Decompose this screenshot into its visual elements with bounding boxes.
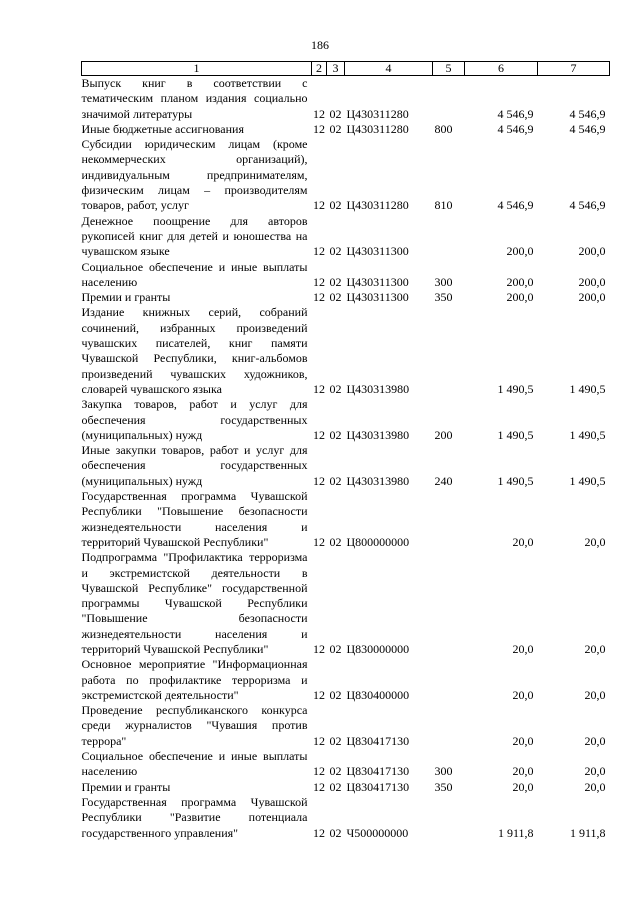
section-code: 12 (313, 733, 325, 748)
row-name: Основное мероприятие "Информационная работа по профилактике терроризма и экстремистской деятельности" (81, 657, 308, 702)
page-number: 186 (311, 38, 329, 52)
target-article-code: Ц430313980 (346, 381, 410, 396)
row-name: Закупка товаров, работ и услуг для обеспечения государственных (муниципальных) нужд (81, 397, 308, 442)
amount-col-7: 4 546,9 (569, 121, 606, 136)
table-row (82, 657, 610, 703)
subsection-code: 02 (329, 198, 342, 213)
section-code: 12 (313, 473, 325, 488)
amount-col-7: 1 490,5 (569, 473, 606, 488)
table-row (82, 260, 610, 291)
section-code: 12 (313, 764, 325, 779)
budget-table (81, 61, 610, 841)
amount-col-7: 200,0 (578, 290, 606, 305)
table-row (82, 443, 610, 489)
row-name: Премии и гранты (81, 779, 171, 794)
amount-col-7: 20,0 (584, 534, 606, 549)
subsection-code: 02 (329, 779, 342, 794)
header-row (82, 62, 610, 76)
expense-type-code (433, 76, 465, 122)
section-code: 12 (313, 244, 325, 259)
section-code: 12 (313, 534, 325, 549)
header-col-expense-type: 5 (433, 62, 465, 76)
target-article-code: Ч500000000 (346, 825, 409, 840)
amount-col-6: 4 546,9 (497, 198, 534, 213)
section-code: 12 (313, 198, 325, 213)
subsection-code: 02 (329, 427, 342, 442)
amount-col-6: 20,0 (512, 687, 534, 702)
amount-col-6: 200,0 (506, 244, 534, 259)
row-name: Выпуск книг в соответствии с тематическим планом издания социально значимой литературы (81, 76, 308, 121)
table-row (82, 76, 610, 122)
row-name: Проведение республиканского конкурса среди журналистов "Чувашия против террора" (81, 703, 308, 748)
table-row (82, 489, 610, 550)
amount-col-6: 20,0 (512, 534, 534, 549)
target-article-code: Ц830400000 (346, 687, 410, 702)
expense-type-code: 300 (434, 764, 453, 779)
amount-col-7: 20,0 (584, 764, 606, 779)
amount-col-6: 200,0 (506, 274, 534, 289)
subsection-code: 02 (329, 534, 342, 549)
section-code: 12 (313, 106, 325, 121)
subsection-code: 02 (329, 641, 342, 656)
target-article-code: Ц830417130 (346, 764, 410, 779)
target-article-code: Ц430311300 (346, 290, 409, 305)
target-article-code: Ц830417130 (346, 779, 410, 794)
section-code: 12 (313, 641, 325, 656)
table-row (82, 795, 610, 841)
table-row (82, 749, 610, 780)
row-name: Иные закупки товаров, работ и услуг для обеспечения государственных (муниципальных) нужд (81, 443, 308, 488)
row-name: Подпрограмма "Профилактика терроризма и экстремистской деятельности в Чувашской Республике" государственной программы Чувашской Республики "Повышение безопасности жизнедеятельности населения и территорий Чувашской Республики" (81, 550, 308, 656)
table-row (82, 137, 610, 213)
section-code: 12 (313, 274, 325, 289)
subsection-code: 02 (329, 687, 342, 702)
amount-col-6: 20,0 (512, 779, 534, 794)
amount-col-7: 1 490,5 (569, 381, 606, 396)
subsection-code: 02 (329, 244, 342, 259)
row-name: Иные бюджетные ассигнования (81, 121, 244, 136)
target-article-code: Ц430311300 (346, 274, 409, 289)
amount-col-7: 1 490,5 (569, 427, 606, 442)
expense-type-code (433, 550, 465, 657)
amount-col-7: 20,0 (584, 687, 606, 702)
subsection-code: 02 (329, 121, 342, 136)
target-article-code: Ц430311280 (346, 198, 409, 213)
amount-col-7: 200,0 (578, 244, 606, 259)
expense-type-code (433, 214, 465, 260)
amount-col-6: 4 546,9 (497, 106, 534, 121)
header-col-target-code: 4 (345, 62, 433, 76)
amount-col-7: 200,0 (578, 274, 606, 289)
section-code: 12 (313, 427, 325, 442)
expense-type-code: 350 (434, 290, 453, 305)
amount-col-7: 4 546,9 (569, 198, 606, 213)
row-name: Издание книжных серий, собраний сочинений, избранных произведений чувашских писателей, книг памяти Чувашской Республики, книг-альбомов произведений чувашских художников, словарей чувашского языка (81, 305, 308, 396)
expense-type-code: 350 (434, 779, 453, 794)
target-article-code: Ц430313980 (346, 427, 410, 442)
table-row (82, 780, 610, 795)
target-article-code: Ц830417130 (346, 733, 410, 748)
target-article-code: Ц800000000 (346, 534, 410, 549)
expense-type-code (433, 657, 465, 703)
table-row (82, 214, 610, 260)
row-name: Государственная программа Чувашской Республики "Развитие потенциала государственного управления" (81, 794, 308, 840)
expense-type-code: 200 (434, 427, 453, 442)
amount-col-7: 20,0 (584, 779, 606, 794)
target-article-code: Ц430311300 (346, 244, 409, 259)
section-code: 12 (313, 687, 325, 702)
subsection-code: 02 (329, 290, 342, 305)
row-name: Премии и гранты (81, 290, 171, 305)
amount-col-6: 1 911,8 (497, 825, 534, 840)
subsection-code: 02 (329, 106, 342, 121)
row-name: Государственная программа Чувашской Республики "Повышение безопасности жизнедеятельности населения и территорий Чувашской Республики" (81, 489, 308, 549)
section-code: 12 (313, 779, 325, 794)
amount-col-7: 4 546,9 (569, 106, 606, 121)
row-name: Субсидии юридическим лицам (кроме некоммерческих организаций), индивидуальным предпринимателям, физическим лицам – производителям товаров, работ, услуг (81, 137, 308, 213)
amount-col-6: 20,0 (512, 764, 534, 779)
header-col-amount-1: 6 (465, 62, 538, 76)
amount-col-6: 200,0 (506, 290, 534, 305)
subsection-code: 02 (329, 764, 342, 779)
table-row (82, 122, 610, 137)
amount-col-6: 1 490,5 (497, 473, 534, 488)
table-row (82, 550, 610, 657)
header-col-amount-2: 7 (538, 62, 610, 76)
amount-col-7: 20,0 (584, 733, 606, 748)
expense-type-code: 800 (434, 121, 453, 136)
table-row (82, 397, 610, 443)
subsection-code: 02 (329, 274, 342, 289)
subsection-code: 02 (329, 381, 342, 396)
target-article-code: Ц430311280 (346, 121, 409, 136)
amount-col-6: 20,0 (512, 641, 534, 656)
target-article-code: Ц430313980 (346, 473, 410, 488)
header-col-name: 1 (82, 62, 312, 76)
header-col-section: 2 (312, 62, 327, 76)
header-col-subsection: 3 (327, 62, 345, 76)
section-code: 12 (313, 381, 325, 396)
section-code: 12 (313, 121, 325, 136)
amount-col-6: 20,0 (512, 733, 534, 748)
target-article-code: Ц430311280 (346, 106, 409, 121)
expense-type-code (433, 795, 465, 841)
section-code: 12 (313, 825, 325, 840)
amount-col-6: 1 490,5 (497, 381, 534, 396)
expense-type-code: 240 (434, 473, 453, 488)
table-row (82, 305, 610, 397)
expense-type-code (433, 703, 465, 749)
expense-type-code: 300 (434, 274, 453, 289)
subsection-code: 02 (329, 733, 342, 748)
expense-type-code (433, 305, 465, 397)
section-code: 12 (313, 290, 325, 305)
amount-col-6: 4 546,9 (497, 121, 534, 136)
row-name: Социальное обеспечение и иные выплаты населению (81, 259, 308, 289)
target-article-code: Ц830000000 (346, 641, 410, 656)
subsection-code: 02 (329, 473, 342, 488)
row-name: Социальное обеспечение и иные выплаты населению (81, 749, 308, 779)
expense-type-code (433, 489, 465, 550)
amount-col-6: 1 490,5 (497, 427, 534, 442)
expense-type-code: 810 (434, 198, 453, 213)
subsection-code: 02 (329, 825, 342, 840)
row-name: Денежное поощрение для авторов рукописей книг для детей и юношества на чувашском языке (81, 213, 308, 259)
table-row (82, 290, 610, 305)
amount-col-7: 1 911,8 (569, 825, 606, 840)
table-row (82, 703, 610, 749)
amount-col-7: 20,0 (584, 641, 606, 656)
